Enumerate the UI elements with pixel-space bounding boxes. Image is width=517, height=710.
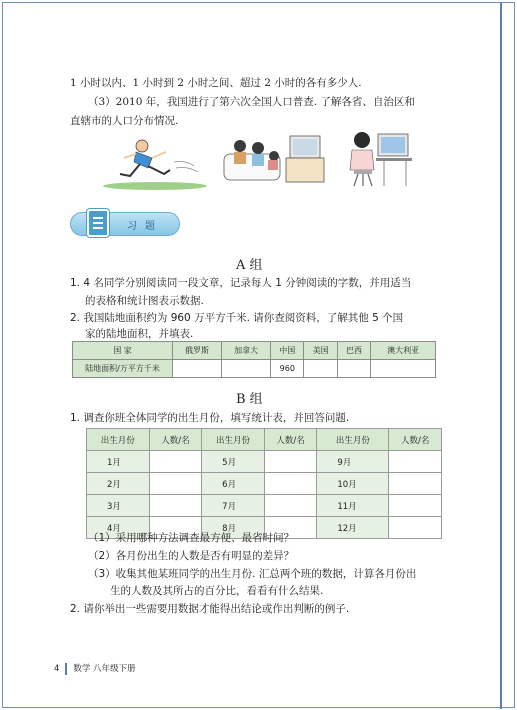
- intro-line-1: 1 小时以内、1 小时到 2 小时之间、超过 2 小时的各有多少人.: [70, 77, 362, 89]
- b-sub-3-line-2: 生的人数及其所占的百分比，看看有什么结果.: [110, 585, 324, 597]
- running-boy-illustration: [100, 132, 210, 192]
- group-b-title: B 组: [236, 392, 263, 407]
- birth-month-table: [86, 428, 442, 539]
- table-header-cell: 俄罗斯: [173, 342, 222, 360]
- a-q1-line-2: 的表格和统计图表示数据.: [85, 295, 204, 307]
- page-number: 4: [54, 664, 60, 674]
- table-header-cell: 人数/名: [149, 429, 202, 451]
- b-q2: 2. 请你举出一些需要用数据才能得出结论或作出判断的例子.: [70, 603, 350, 615]
- table-cell: [337, 360, 370, 378]
- table-cell: 4月: [87, 517, 150, 539]
- table-header-cell: 巴西: [337, 342, 370, 360]
- family-tv-illustration: [220, 132, 325, 190]
- table-cell: [304, 360, 337, 378]
- table-cell: [389, 473, 442, 495]
- table-cell: 10月: [317, 473, 389, 495]
- table-header-row: [87, 429, 442, 451]
- table-row: [73, 360, 436, 378]
- table-header-cell: 国 家: [73, 342, 173, 360]
- table-cell: 12月: [317, 517, 389, 539]
- table-header-cell: 出生月份: [202, 429, 265, 451]
- table-cell: [264, 495, 317, 517]
- table-header-cell: 人数/名: [389, 429, 442, 451]
- table-row: [87, 451, 442, 473]
- table-cell: 11月: [317, 495, 389, 517]
- b-sub-2: （2）各月份出生的人数是否有明显的差异？: [88, 550, 295, 562]
- table-cell: [149, 473, 202, 495]
- exercise-label: 习题: [127, 221, 163, 232]
- land-area-table: [72, 341, 436, 378]
- table-header-cell: 加拿大: [222, 342, 271, 360]
- book-title: 数学 八年级下册: [73, 664, 136, 674]
- table-header-cell: 中国: [271, 342, 304, 360]
- table-cell: [389, 495, 442, 517]
- table-cell: 9月: [317, 451, 389, 473]
- table-header-cell: 人数/名: [264, 429, 317, 451]
- table-cell: [173, 360, 222, 378]
- table-cell: [149, 451, 202, 473]
- page-footer: [54, 662, 136, 675]
- table-row: [87, 473, 442, 495]
- table-cell: 2月: [87, 473, 150, 495]
- student-computer-illustration: [348, 126, 414, 190]
- page-edge-rule: [500, 3, 502, 709]
- a-q2-line-2: 家的陆地面积，并填表.: [85, 328, 194, 340]
- table-cell: [149, 495, 202, 517]
- table-cell: 7月: [202, 495, 265, 517]
- table-cell: 5月: [202, 451, 265, 473]
- table-cell: [389, 517, 442, 539]
- table-cell: [264, 473, 317, 495]
- intro-line-3: 直辖市的人口分布情况.: [70, 115, 179, 127]
- group-a-title: A 组: [236, 258, 263, 273]
- table-cell: 3月: [87, 495, 150, 517]
- table-header-cell: 美国: [304, 342, 337, 360]
- book-icon: [87, 209, 109, 237]
- a-q1-line-1: 1. 4 名同学分别阅读同一段文章，记录每人 1 分钟阅读的字数，并用适当: [70, 277, 412, 289]
- a-q2-line-1: 2. 我国陆地面积约为 960 万平方千米. 请你查阅资料，了解其他 5 个国: [70, 312, 404, 324]
- table-header-row: [73, 342, 436, 360]
- exercise-banner: [70, 212, 180, 236]
- footer-divider: [65, 663, 67, 675]
- table-header-cell: 出生月份: [317, 429, 389, 451]
- table-cell: 960: [271, 360, 304, 378]
- table-row: [87, 495, 442, 517]
- table-header-cell: 出生月份: [87, 429, 150, 451]
- table-header-cell: 澳大利亚: [371, 342, 436, 360]
- table-cell: [222, 360, 271, 378]
- b-q1: 1. 调查你班全体同学的出生月份，填写统计表，并回答问题.: [70, 412, 350, 424]
- b-sub-1: （1）采用哪种方法调查最方便、最省时间？: [88, 532, 295, 544]
- table-cell: [389, 451, 442, 473]
- table-cell: 1月: [87, 451, 150, 473]
- intro-line-2: （3）2010 年，我国进行了第六次全国人口普查. 了解各省、自治区和: [88, 96, 415, 108]
- table-cell: 8月: [202, 517, 265, 539]
- table-cell: 陆地面积/万平方千米: [73, 360, 173, 378]
- table-cell: 6月: [202, 473, 265, 495]
- table-cell: [264, 451, 317, 473]
- b-sub-3-line-1: （3）收集其他某班同学的出生月份. 汇总两个班的数据，计算各月份出: [88, 568, 417, 580]
- table-cell: [371, 360, 436, 378]
